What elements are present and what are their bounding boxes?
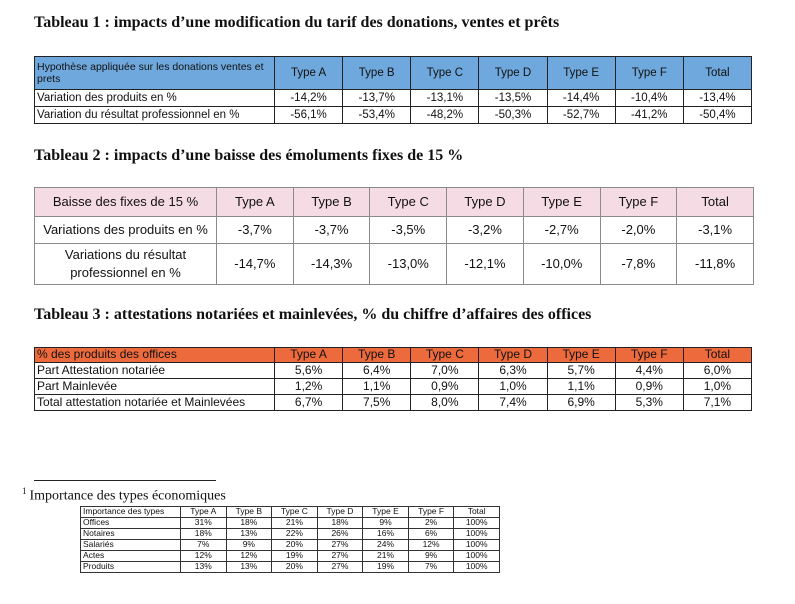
table-cell: -13,4% bbox=[683, 90, 751, 107]
table-cell: 1,2% bbox=[275, 379, 343, 395]
table-cell: -52,7% bbox=[547, 107, 615, 124]
footnote-marker: 1 bbox=[22, 486, 27, 496]
table2-header-label: Baisse des fixes de 15 % bbox=[35, 188, 217, 217]
table-cell: 18% bbox=[317, 518, 363, 529]
table-cell: 1,1% bbox=[547, 379, 615, 395]
table-cell: 7% bbox=[181, 540, 227, 551]
table-cell: -14,2% bbox=[275, 90, 343, 107]
table-cell: -10,0% bbox=[523, 244, 600, 285]
row-label: Variation des produits en % bbox=[35, 90, 275, 107]
footnote-table-header-label: Importance des types bbox=[81, 507, 181, 518]
table-cell: 100% bbox=[454, 551, 500, 562]
table-cell: -56,1% bbox=[275, 107, 343, 124]
table-cell: -11,8% bbox=[677, 244, 754, 285]
table1-title: Tableau 1 : impacts d’une modification du tarif des donations, ventes et prêts bbox=[34, 14, 560, 31]
table-cell: 1,0% bbox=[479, 379, 547, 395]
table-cell: -2,0% bbox=[600, 217, 677, 244]
footnote-col-header: Type B bbox=[226, 507, 272, 518]
table-cell: 100% bbox=[454, 562, 500, 573]
table-cell: 27% bbox=[317, 551, 363, 562]
table-cell: 5,3% bbox=[615, 395, 683, 411]
table1-col-header: Type E bbox=[547, 57, 615, 90]
table-cell: 21% bbox=[363, 551, 409, 562]
table-row bbox=[81, 562, 500, 573]
table-cell: 16% bbox=[363, 529, 409, 540]
table-cell: -10,4% bbox=[615, 90, 683, 107]
footnote-col-header: Type D bbox=[317, 507, 363, 518]
table-cell: -13,7% bbox=[343, 90, 411, 107]
table3 bbox=[34, 347, 752, 411]
table-cell: -48,2% bbox=[411, 107, 479, 124]
table-cell: -50,3% bbox=[479, 107, 547, 124]
table-cell: 6,0% bbox=[683, 363, 751, 379]
table-cell: -13,1% bbox=[411, 90, 479, 107]
table-cell: 13% bbox=[181, 562, 227, 573]
table-cell: 6% bbox=[408, 529, 454, 540]
row-label: Part Attestation notariée bbox=[35, 363, 275, 379]
table1-col-header: Type D bbox=[479, 57, 547, 90]
table-row bbox=[81, 540, 500, 551]
table-row bbox=[35, 395, 752, 411]
table-row bbox=[81, 529, 500, 540]
table2-col-header: Type B bbox=[293, 188, 370, 217]
table3-col-header: Total bbox=[683, 348, 751, 363]
table2-header-row bbox=[35, 188, 754, 217]
table2 bbox=[34, 187, 754, 285]
table1-header-label: Hypothèse appliquée sur les donations ventes et prets bbox=[35, 57, 275, 90]
footnote-rule bbox=[34, 480, 216, 481]
table1-col-header: Total bbox=[683, 57, 751, 90]
table-row bbox=[35, 244, 754, 285]
table-row bbox=[35, 217, 754, 244]
table1-col-header: Type C bbox=[411, 57, 479, 90]
table3-title: Tableau 3 : attestations notariées et mainlevées, % du chiffre d’affaires des offices bbox=[34, 306, 592, 323]
table-cell: -41,2% bbox=[615, 107, 683, 124]
table-cell: 13% bbox=[226, 529, 272, 540]
table-cell: 12% bbox=[408, 540, 454, 551]
table-cell: 7,4% bbox=[479, 395, 547, 411]
row-label: Produits bbox=[81, 562, 181, 573]
table-cell: 7,1% bbox=[683, 395, 751, 411]
table-cell: 22% bbox=[272, 529, 318, 540]
table-cell: 7% bbox=[408, 562, 454, 573]
table3-header-label: % des produits des offices bbox=[35, 348, 275, 363]
footnote-col-header: Type A bbox=[181, 507, 227, 518]
table-cell: 12% bbox=[226, 551, 272, 562]
footnote-col-header: Type F bbox=[408, 507, 454, 518]
table-cell: 20% bbox=[272, 540, 318, 551]
table-cell: 18% bbox=[181, 529, 227, 540]
table-cell: 0,9% bbox=[411, 379, 479, 395]
table2-col-header: Type A bbox=[217, 188, 294, 217]
table-cell: 100% bbox=[454, 540, 500, 551]
table-cell: 4,4% bbox=[615, 363, 683, 379]
table2-title: Tableau 2 : impacts d’une baisse des émoluments fixes de 15 % bbox=[34, 147, 464, 164]
table2-col-header: Type C bbox=[370, 188, 447, 217]
table3-col-header: Type A bbox=[275, 348, 343, 363]
table-cell: -14,4% bbox=[547, 90, 615, 107]
table-cell: 20% bbox=[272, 562, 318, 573]
table-cell: -13,5% bbox=[479, 90, 547, 107]
table-cell: 2% bbox=[408, 518, 454, 529]
table1-col-header: Type B bbox=[343, 57, 411, 90]
table-row bbox=[81, 518, 500, 529]
table-cell: 13% bbox=[226, 562, 272, 573]
table-cell: 7,5% bbox=[343, 395, 411, 411]
row-label: Part Mainlevée bbox=[35, 379, 275, 395]
table-cell: 12% bbox=[181, 551, 227, 562]
table-row bbox=[35, 379, 752, 395]
table-cell: 7,0% bbox=[411, 363, 479, 379]
table-cell: -3,1% bbox=[677, 217, 754, 244]
table3-col-header: Type D bbox=[479, 348, 547, 363]
table2-col-header: Type E bbox=[523, 188, 600, 217]
table-cell: -7,8% bbox=[600, 244, 677, 285]
table-cell: -3,7% bbox=[293, 217, 370, 244]
table-cell: 100% bbox=[454, 529, 500, 540]
table-cell: 9% bbox=[363, 518, 409, 529]
table-cell: 0,9% bbox=[615, 379, 683, 395]
table-cell: -2,7% bbox=[523, 217, 600, 244]
table-cell: 6,3% bbox=[479, 363, 547, 379]
table-cell: 21% bbox=[272, 518, 318, 529]
table-cell: -53,4% bbox=[343, 107, 411, 124]
table2-col-header: Total bbox=[677, 188, 754, 217]
table-cell: 26% bbox=[317, 529, 363, 540]
table-row bbox=[81, 551, 500, 562]
table1 bbox=[34, 56, 752, 124]
table-cell: 9% bbox=[226, 540, 272, 551]
table3-header-row bbox=[35, 348, 752, 363]
table-cell: 9% bbox=[408, 551, 454, 562]
table-cell: 19% bbox=[272, 551, 318, 562]
table2-col-header: Type D bbox=[447, 188, 524, 217]
table-cell: 24% bbox=[363, 540, 409, 551]
footnote-table bbox=[80, 506, 500, 573]
table-cell: 6,9% bbox=[547, 395, 615, 411]
footnote-col-header: Total bbox=[454, 507, 500, 518]
row-label: Actes bbox=[81, 551, 181, 562]
footnote-col-header: Type C bbox=[272, 507, 318, 518]
row-label: Variations des produits en % bbox=[35, 217, 217, 244]
table-cell: 31% bbox=[181, 518, 227, 529]
table3-col-header: Type E bbox=[547, 348, 615, 363]
row-label: Total attestation notariée et Mainlevées bbox=[35, 395, 275, 411]
table-cell: 27% bbox=[317, 562, 363, 573]
table-cell: -3,5% bbox=[370, 217, 447, 244]
row-label: Salariés bbox=[81, 540, 181, 551]
table3-col-header: Type C bbox=[411, 348, 479, 363]
table-cell: 27% bbox=[317, 540, 363, 551]
table1-header-row bbox=[35, 57, 752, 90]
table-cell: -3,2% bbox=[447, 217, 524, 244]
table-cell: -3,7% bbox=[217, 217, 294, 244]
table3-col-header: Type B bbox=[343, 348, 411, 363]
footnote bbox=[22, 486, 226, 505]
table-cell: 5,7% bbox=[547, 363, 615, 379]
table-cell: 19% bbox=[363, 562, 409, 573]
table3-col-header: Type F bbox=[615, 348, 683, 363]
table-cell: 1,0% bbox=[683, 379, 751, 395]
table-cell: 5,6% bbox=[275, 363, 343, 379]
table-row bbox=[35, 107, 752, 124]
table-cell: 1,1% bbox=[343, 379, 411, 395]
footnote-col-header: Type E bbox=[363, 507, 409, 518]
table-cell: 8,0% bbox=[411, 395, 479, 411]
table-cell: -50,4% bbox=[683, 107, 751, 124]
table-cell: 6,7% bbox=[275, 395, 343, 411]
footnote-table-header-row bbox=[81, 507, 500, 518]
table1-col-header: Type A bbox=[275, 57, 343, 90]
table-cell: -14,3% bbox=[293, 244, 370, 285]
table-row bbox=[35, 90, 752, 107]
table-cell: -13,0% bbox=[370, 244, 447, 285]
table-cell: 18% bbox=[226, 518, 272, 529]
row-label: Offices bbox=[81, 518, 181, 529]
row-label: Notaires bbox=[81, 529, 181, 540]
table-row bbox=[35, 363, 752, 379]
footnote-text: Importance des types économiques bbox=[29, 488, 226, 504]
table-cell: -14,7% bbox=[217, 244, 294, 285]
table2-col-header: Type F bbox=[600, 188, 677, 217]
table-cell: 100% bbox=[454, 518, 500, 529]
row-label: Variation du résultat professionnel en % bbox=[35, 107, 275, 124]
table1-col-header: Type F bbox=[615, 57, 683, 90]
table-cell: -12,1% bbox=[447, 244, 524, 285]
row-label: Variations du résultat professionnel en % bbox=[35, 244, 217, 285]
table-cell: 6,4% bbox=[343, 363, 411, 379]
